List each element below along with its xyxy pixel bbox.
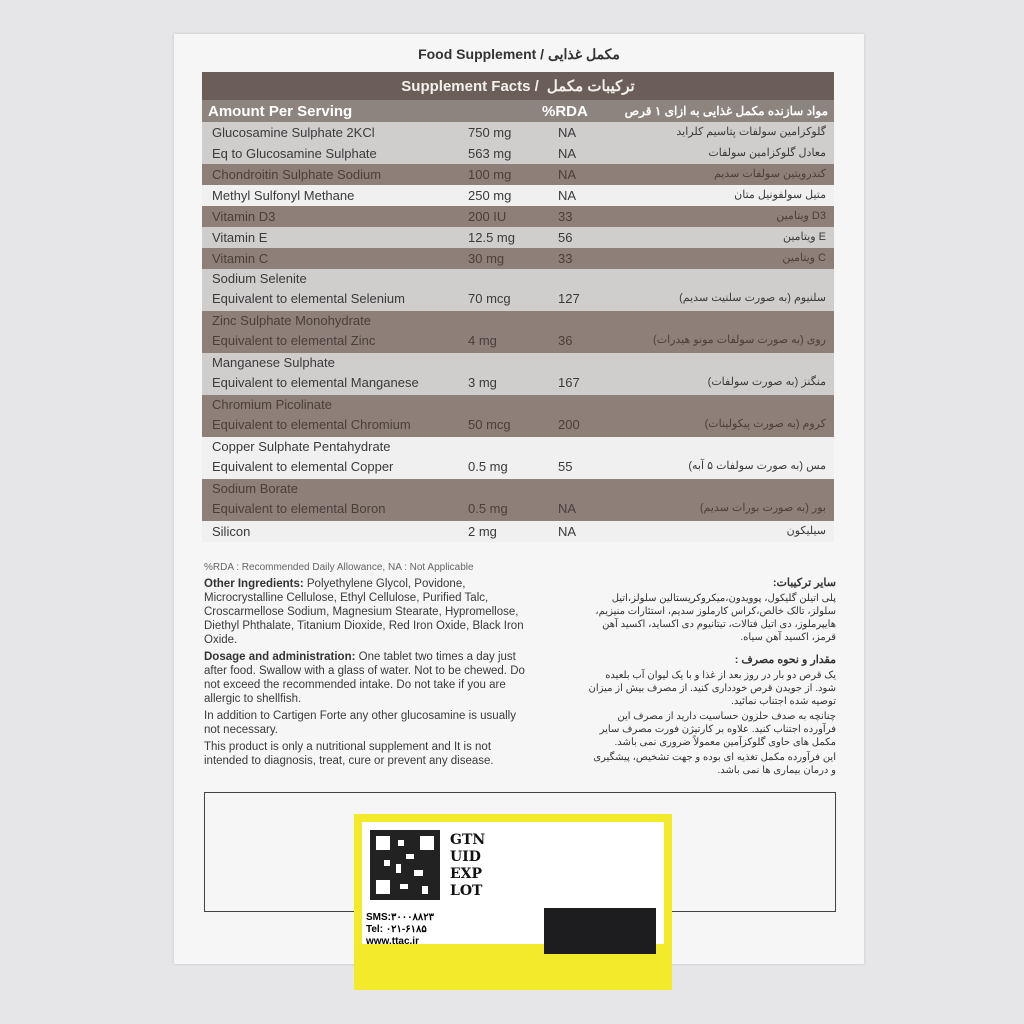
persian-other-title: سایر ترکیبات: bbox=[772, 577, 836, 589]
table-row: Silicon 2 mg NA سیلیکون bbox=[202, 521, 834, 542]
rda-header: %RDA bbox=[542, 102, 588, 120]
table-row: Eq to Glucosamine Sulphate 563 mg NA معادل گلوکزامین سولفات bbox=[202, 143, 834, 164]
persian-allergy-text: چنانچه به صدف حلزون حساسیت دارید از مصرف این فرآورده اجتناب کنید. علاوه بر کارتیژن فورت مصرف سایر مکمل های حاوی گلوکزآمین معمولاً ضروری نمی باشد. bbox=[599, 711, 836, 748]
table-row: Chondroitin Sulphate Sodium 100 mg NA کندرویتین سولفات سدیم bbox=[202, 164, 834, 185]
table-row: Manganese Sulphate Equivalent to elemental Manganese 3 mg 167 منگنز (به صورت سولفات) bbox=[202, 353, 834, 395]
table-row: Zinc Sulphate Monohydrate Equivalent to elemental Zinc 4 mg 36 روی (به صورت سولفات مونو هیدرات) bbox=[202, 311, 834, 353]
scratch-panel bbox=[544, 908, 656, 954]
persian-dosage-text: یک قرص دو بار در روز بعد از غذا و با یک لیوان آب بلعیده شود. از جویدن قرص خودداری کنید. از مصرف بیش از میزان توصیه شده اجتناب نمائید. bbox=[588, 670, 836, 707]
table-row: Vitamin D3 200 IU 33 ویتامین D3 bbox=[202, 206, 834, 227]
table-row: Vitamin E 12.5 mg 56 ویتامین E bbox=[202, 227, 834, 248]
table-row: Copper Sulphate Pentahydrate Equivalent to elemental Copper 0.5 mg 55 مس (به صورت سولفات ۵ آبه) bbox=[202, 437, 834, 479]
supplement-label-card bbox=[174, 34, 864, 964]
table-header bbox=[202, 100, 834, 122]
persian-instructions bbox=[586, 577, 836, 787]
persian-header: مواد سازنده مکمل غذایی به ازای ۱ قرص bbox=[624, 104, 828, 118]
food-supplement-title: Food Supplement / مکمل غذایی bbox=[418, 46, 620, 62]
table-row: Chromium Picolinate Equivalent to elemental Chromium 50 mcg 200 کروم (به صورت پیکولینات) bbox=[202, 395, 834, 437]
supplement-facts-title: Supplement Facts / ترکیبات مکمل bbox=[202, 72, 834, 100]
other-ingredients: Other Ingredients: Polyethylene Glycol, Povidone, Microcrystalline Cellulose, Ethyl Cellulose, Purified Talc, Croscarmellose Sodium, Magnesium Stearate, Hypromellose, Diethyl Phthalate, Titanium Dioxide, Red Iron Oxide, Black Iron Oxide. bbox=[204, 578, 524, 646]
table-row: Methyl Sulfonyl Methane 250 mg NA متیل سولفونیل متان bbox=[202, 185, 834, 206]
table-row: Glucosamine Sulphate 2KCl 750 mg NA گلوکزامین سولفات پتاسیم کلراید bbox=[202, 122, 834, 143]
table-row: Sodium Selenite Equivalent to elemental Selenium 70 mcg 127 سلنیوم (به صورت سلنیت سدیم) bbox=[202, 269, 834, 311]
sticker-contact: SMS:۳۰۰۰۸۸۲۳ Tel: ۰۲۱-۶۱۸۵ www.ttac.ir bbox=[366, 912, 434, 947]
supplement-facts-table bbox=[202, 72, 834, 598]
security-sticker bbox=[354, 814, 672, 990]
persian-disclaimer: این فرآورده مکمل تغذیه ای بوده و جهت تشخیص، پیشگیری و درمان بیماری ها نمی باشد. bbox=[593, 752, 836, 776]
disclaimer: This product is only a nutritional supplement and It is not intended to diagnosis, treat, cure or prevent any disease. bbox=[204, 741, 494, 767]
table-row: Sodium Borate Equivalent to elemental Boron 0.5 mg NA بور (به صورت بورات سدیم) bbox=[202, 479, 834, 521]
rda-note: %RDA : Recommended Daily Allowance, NA : Not Applicable bbox=[204, 562, 474, 573]
amount-header: Amount Per Serving bbox=[208, 102, 353, 120]
qr-code-icon bbox=[370, 830, 440, 900]
table-row: Vitamin C 30 mg 33 ویتامین C bbox=[202, 248, 834, 269]
sticker-codes: GTN UID EXP LOT bbox=[450, 832, 486, 899]
addition-note: In addition to Cartigen Forte any other glucosamine is usually not necessary. bbox=[204, 710, 516, 736]
persian-dosage-title: مقدار و نحوه مصرف : bbox=[734, 654, 836, 666]
dosage: Dosage and administration: One tablet two times a day just after food. Swallow with a glass of water. Not to be chewed. Do not exceed the recommended intake. Do not take if you are allergic to shellfish. bbox=[204, 651, 525, 705]
english-instructions bbox=[204, 577, 534, 771]
persian-other-text: پلی اتیلن گلیکول، پوویدون،میکروکریستالین سلولز،اتیل سلولز، تالک خالص،کراس کارملوز سدیم، استئارات منیزیم، هایپرملوز، دی اتیل فتالات، تیتانیوم دی اکساید، اکسید آهن قرمز، اکسید آهن سیاه. bbox=[595, 593, 836, 643]
